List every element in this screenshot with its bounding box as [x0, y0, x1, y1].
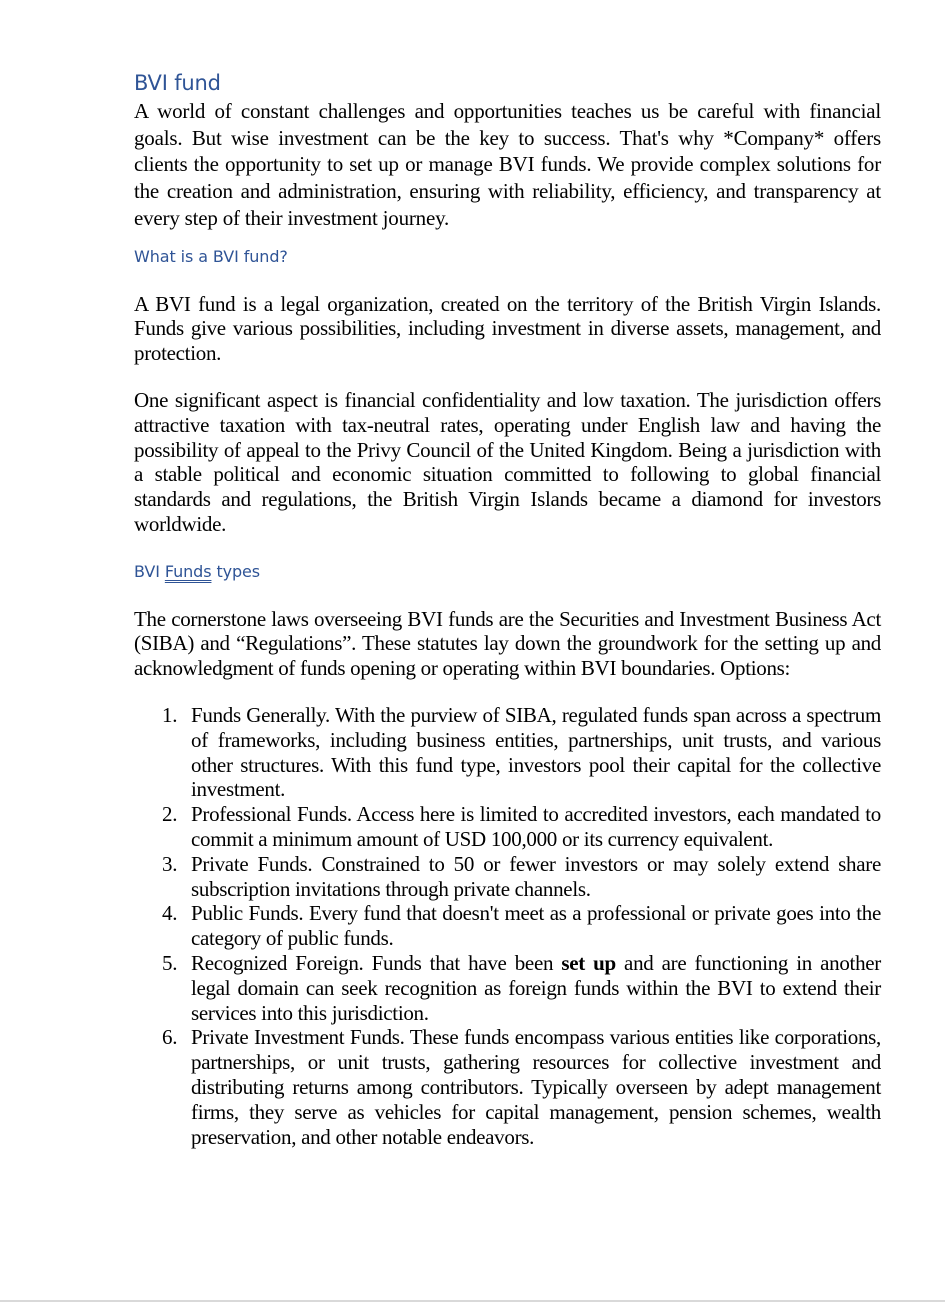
document-content [134, 68, 881, 1149]
list-item-text: Private Funds. Constrained to 50 or fewer investors or may solely extend share subscription invitations through private channels. [191, 851, 881, 901]
section-heading-fund-types [134, 561, 881, 583]
intro-paragraph: A world of constant challenges and opportunities teaches us be careful with financial goals. But wise investment can be the key to success. That's why *Company* offers clients the opportunity to set up or manage BVI funds. We provide complex solutions for the creation and administration, ensuring with reliability, efficiency, and transparency at every step of their investment journey. [134, 99, 881, 230]
list-item-text: Public Funds. Every fund that doesn't meet as a professional or private goes into the category of public funds. [191, 901, 881, 951]
what-is-paragraph-2: One significant aspect is financial confidentiality and low taxation. The jurisdiction offers attractive taxation with tax-neutral rates, operating under English law and having the possibility of appeal to the Privy Council of the United Kingdom. Being a jurisdiction with a stable political and economic situation committed to following to global financial standards and regulations, the British Virgin Islands became a diamond for investors worldwide. [134, 387, 881, 536]
heading-text-pre: BVI [134, 561, 165, 581]
what-is-paragraph-1: A BVI fund is a legal organization, created on the territory of the British Virgin Islands. Funds give various possibilities, including investment in diverse assets, management, and protection. [134, 291, 881, 366]
list-item-text: Funds Generally. With the purview of SIBA, regulated funds span across a spectrum of frameworks, including business entities, partnerships, unit trusts, and various other structures. With this fund type, investors pool their capital for the collective investment. [191, 703, 881, 802]
list-item [162, 951, 882, 1025]
list-item-text: Professional Funds. Access here is limited to accredited investors, each mandated to commit a minimum amount of USD 100,000 or its currency equivalent. [191, 802, 881, 852]
list-item [162, 901, 881, 951]
heading-text-post: types [211, 561, 261, 581]
list-item-bold-text: set up [561, 951, 616, 976]
fund-types-paragraph: The cornerstone laws overseeing BVI funds are the Securities and Investment Business Act (SIBA) and “Regulations”. These statutes lay down the groundwork for the setting up and acknowledgment of funds opening or operating within BVI boundaries. Options: [134, 606, 881, 681]
list-item-number: 5. [162, 951, 178, 976]
fund-types-list [134, 703, 881, 1149]
heading-text-underlined: Funds [164, 561, 212, 581]
list-item-text-pre: Recognized Foreign. Funds that have been [191, 951, 562, 976]
list-item-number: 4. [162, 901, 178, 926]
list-item-number: 6. [162, 1025, 178, 1050]
list-item-number: 1. [162, 703, 178, 728]
list-item-text-post: and are functioning in another legal domain can seek recognition as foreign funds within the BVI to extend their services into this jurisdiction. [191, 951, 882, 1025]
list-item [162, 851, 881, 902]
list-item-text: Private Investment Funds. These funds encompass various entities like corporations, partnerships, or unit trusts, gathering resources for collective investment and distributing returns among contributors. Typically overseen by adept management firms, they serve as vehicles for capital management, pension schemes, wealth preservation, and other notable endeavors. [191, 1025, 881, 1149]
list-item [162, 703, 881, 802]
list-item [162, 802, 881, 852]
list-item-number: 2. [162, 802, 178, 827]
document-title: BVI fund [134, 71, 221, 95]
section-heading-what-is: What is a BVI fund? [134, 246, 288, 266]
list-item [162, 1025, 881, 1149]
list-item-number: 3. [162, 851, 178, 876]
